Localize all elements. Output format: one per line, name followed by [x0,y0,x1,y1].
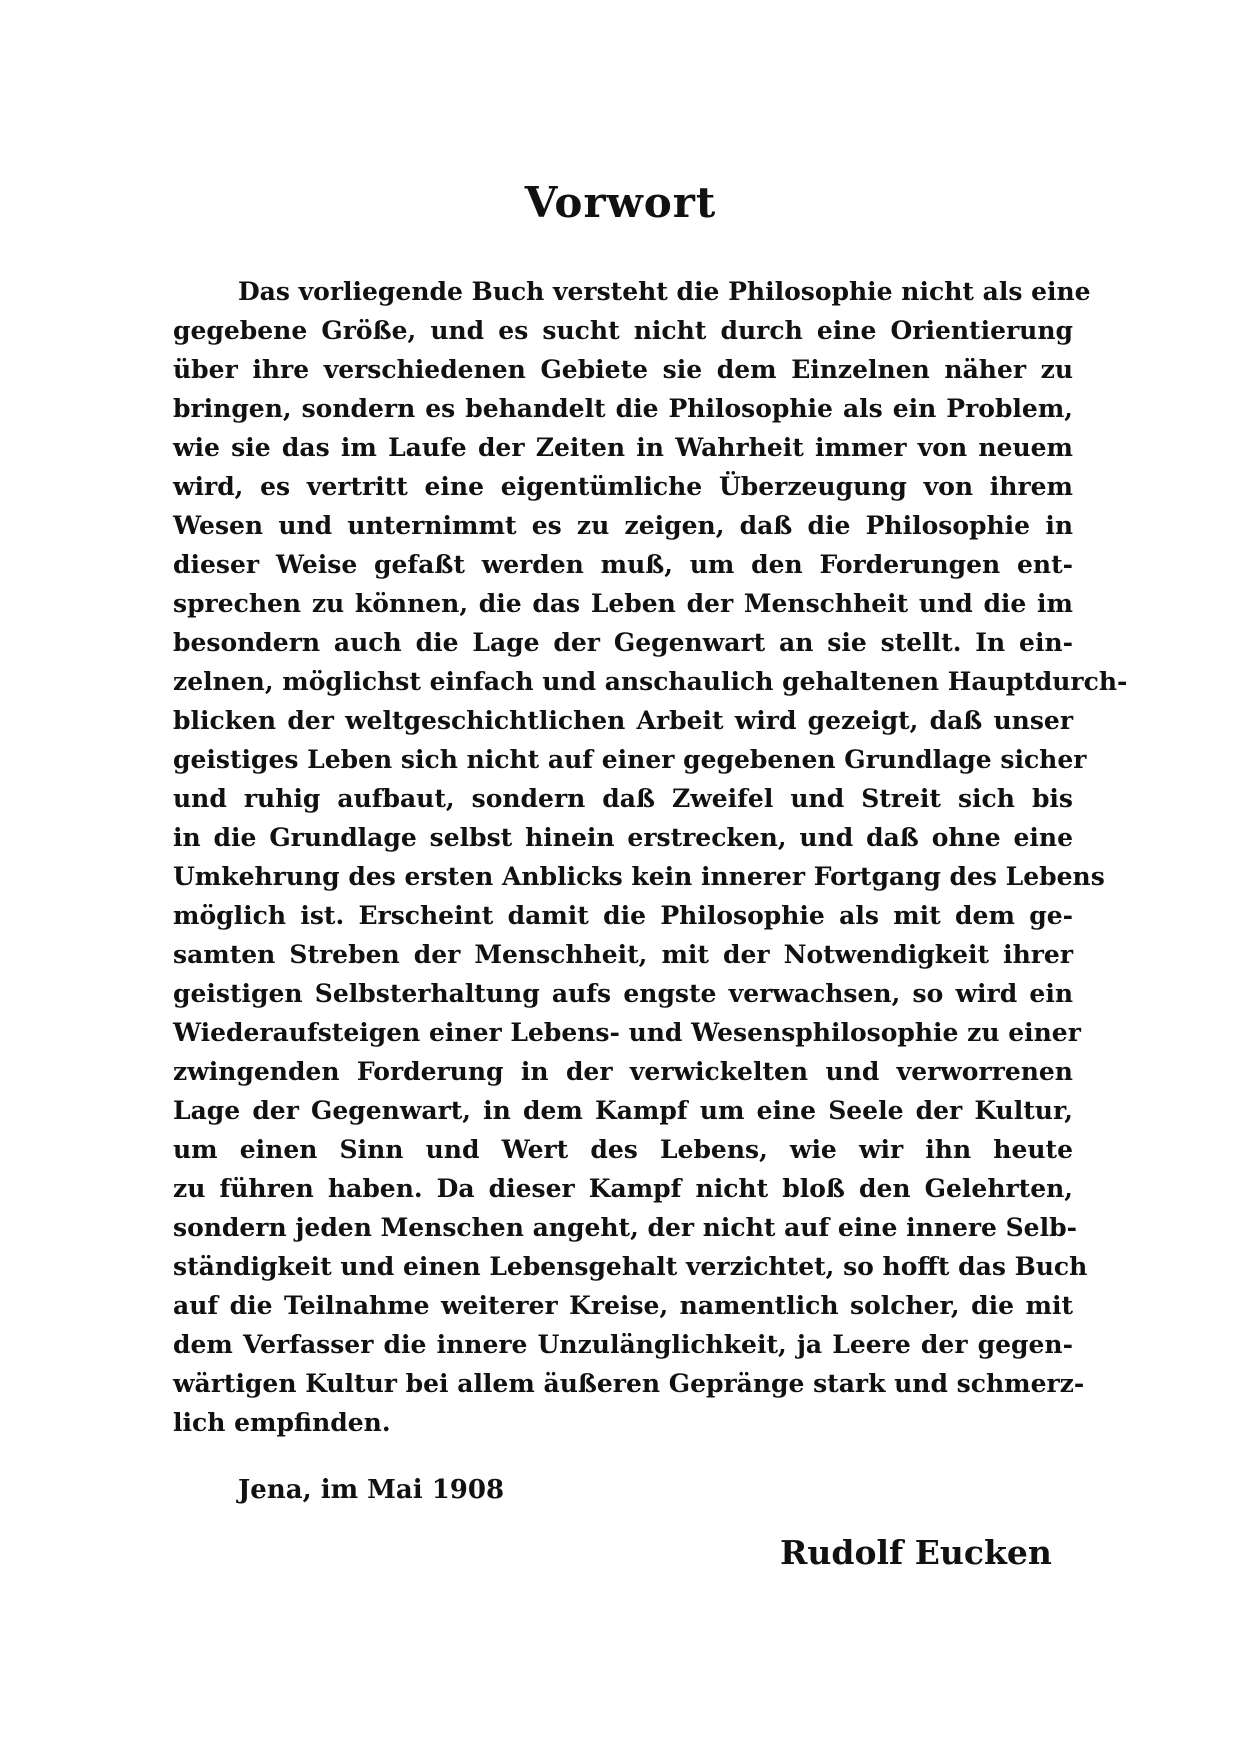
text-line: blicken der weltgeschichtlichen Arbeit wird gezeigt, daß unser [173,706,1073,735]
text-line: bringen, sondern es behandelt die Philosophie als ein Problem, [173,394,1073,423]
text-line: ständigkeit und einen Lebensgehalt verzichtet, so hofft das Buch [173,1252,1088,1281]
text-line: zelnen, möglichst einfach und anschaulich gehaltenen Hauptdurch- [173,667,1128,696]
text-line: Umkehrung des ersten Anblicks kein innerer Fortgang des Lebens [173,862,1105,891]
author-signature: Rudolf Eucken [780,1533,1052,1572]
text-line: Das vorliegende Buch versteht die Philosophie nicht als eine [238,277,1091,306]
text-line: sprechen zu können, die das Leben der Menschheit und die im [173,589,1073,618]
text-line-last: lich empfinden. [173,1408,391,1437]
text-line: Wiederaufsteigen einer Lebens- und Wesensphilosophie zu einer [173,1018,1081,1047]
text-line: geistigen Selbsterhaltung aufs engste verwachsen, so wird ein [173,979,1073,1008]
text-line: gegebene Größe, und es sucht nicht durch eine Orientierung [173,316,1073,345]
text-line: wird, es vertritt eine eigentümliche Überzeugung von ihrem [173,472,1073,501]
text-line: über ihre verschiedenen Gebiete sie dem Einzelnen näher zu [173,355,1073,384]
text-line: wie sie das im Laufe der Zeiten in Wahrheit immer von neuem [173,433,1073,462]
dateline: Jena, im Mai 1908 [238,1475,505,1505]
text-line: möglich ist. Erscheint damit die Philosophie als mit dem ge- [173,901,1073,930]
text-line: Wesen und unternimmt es zu zeigen, daß die Philosophie in [173,511,1073,540]
text-line: auf die Teilnahme weiterer Kreise, namentlich solcher, die mit [173,1291,1073,1320]
text-line: dieser Weise gefaßt werden muß, um den Forderungen ent- [173,550,1073,579]
text-line: zwingenden Forderung in der verwickelten und verworrenen [173,1057,1073,1086]
text-line: um einen Sinn und Wert des Lebens, wie wir ihn heute [173,1135,1073,1164]
text-line: und ruhig aufbaut, sondern daß Zweifel und Streit sich bis [173,784,1073,813]
text-line: samten Streben der Menschheit, mit der Notwendigkeit ihrer [173,940,1073,969]
text-line: zu führen haben. Da dieser Kampf nicht bloß den Gelehrten, [173,1174,1073,1203]
text-line: Lage der Gegenwart, in dem Kampf um eine Seele der Kultur, [173,1096,1073,1125]
page-title: Vorwort [524,178,717,227]
text-line: in die Grundlage selbst hinein erstrecken, und daß ohne eine [173,823,1073,852]
text-line: dem Verfasser die innere Unzulänglichkeit, ja Leere der gegen- [173,1330,1073,1359]
text-line: wärtigen Kultur bei allem äußeren Gepränge stark und schmerz- [173,1369,1085,1398]
text-line: sondern jeden Menschen angeht, der nicht auf eine innere Selb- [173,1213,1077,1242]
text-line: geistiges Leben sich nicht auf einer gegebenen Grundlage sicher [173,745,1087,774]
preface-paragraph [173,272,1128,1442]
text-line: besondern auch die Lage der Gegenwart an sie stellt. In ein- [173,628,1073,657]
